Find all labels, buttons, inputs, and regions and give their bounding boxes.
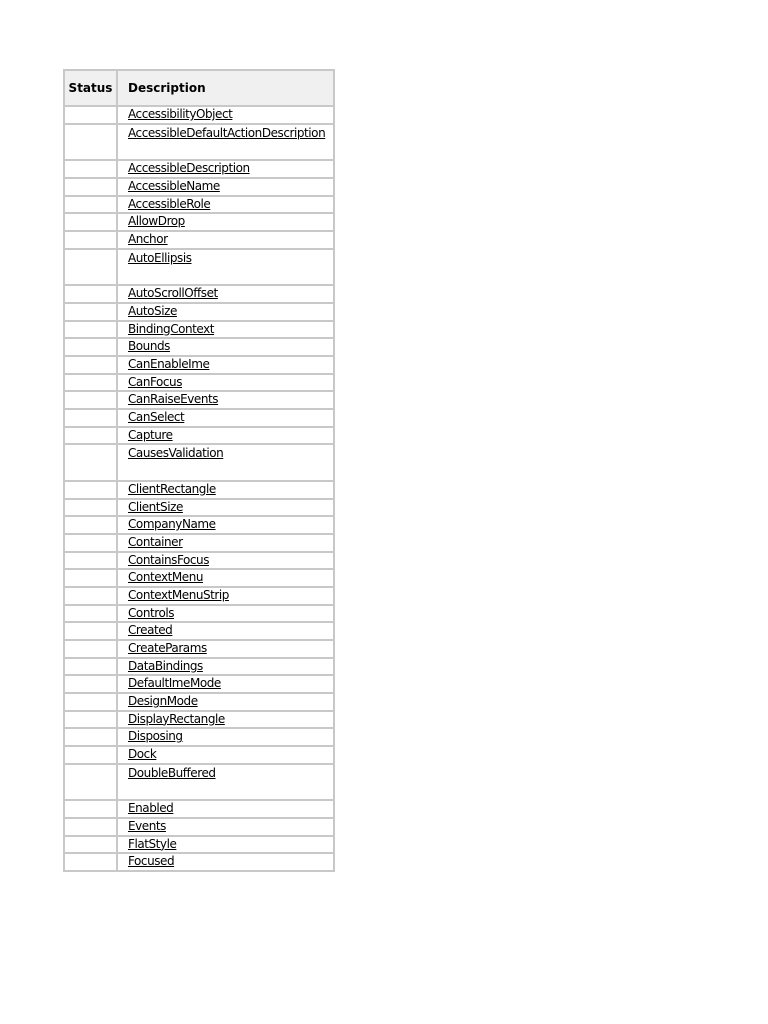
- status-cell: [64, 444, 117, 481]
- status-cell: [64, 178, 117, 196]
- status-cell: [64, 818, 117, 836]
- table-row: [64, 728, 334, 746]
- status-cell: [64, 587, 117, 605]
- property-link[interactable]: CompanyName: [128, 517, 216, 532]
- status-cell: [64, 605, 117, 623]
- table-row: [64, 658, 334, 676]
- description-column-header: Description: [117, 70, 334, 106]
- description-cell: [117, 569, 334, 587]
- description-cell: [117, 622, 334, 640]
- status-cell: [64, 231, 117, 249]
- description-cell: [117, 106, 334, 124]
- property-link[interactable]: AutoEllipsis: [128, 250, 192, 265]
- description-cell: [117, 605, 334, 623]
- table-row: [64, 499, 334, 517]
- description-cell: [117, 658, 334, 676]
- property-link[interactable]: AccessibleName: [128, 178, 220, 193]
- description-cell: [117, 675, 334, 693]
- property-link[interactable]: ContainsFocus: [128, 552, 209, 567]
- property-link[interactable]: Bounds: [128, 339, 170, 354]
- description-cell: [117, 728, 334, 746]
- table-row: [64, 587, 334, 605]
- table-row: [64, 391, 334, 409]
- status-cell: [64, 285, 117, 303]
- description-cell: [117, 160, 334, 178]
- description-cell: [117, 764, 334, 801]
- property-link[interactable]: AllowDrop: [128, 214, 185, 229]
- status-cell: [64, 124, 117, 161]
- table-row: [64, 640, 334, 658]
- table-row: [64, 338, 334, 356]
- status-cell: [64, 481, 117, 499]
- property-link[interactable]: AutoScrollOffset: [128, 286, 218, 301]
- property-link[interactable]: Created: [128, 623, 173, 638]
- status-cell: [64, 746, 117, 764]
- property-link[interactable]: Capture: [128, 427, 173, 442]
- property-link[interactable]: CausesValidation: [128, 446, 224, 461]
- table-row: [64, 374, 334, 392]
- table-row: [64, 231, 334, 249]
- table-row: [64, 800, 334, 818]
- description-cell: [117, 196, 334, 214]
- description-cell: [117, 285, 334, 303]
- property-link[interactable]: Container: [128, 534, 183, 549]
- status-cell: [64, 499, 117, 517]
- table-header-row: [64, 70, 334, 106]
- status-column-header: Status: [64, 70, 117, 106]
- property-link[interactable]: AccessibilityObject: [128, 107, 233, 121]
- property-link[interactable]: AccessibleDefaultActionDescription: [128, 125, 326, 140]
- description-cell: [117, 640, 334, 658]
- table-row: [64, 196, 334, 214]
- description-cell: [117, 587, 334, 605]
- property-link[interactable]: ContextMenu: [128, 570, 204, 585]
- status-cell: [64, 249, 117, 286]
- status-cell: [64, 409, 117, 427]
- table-row: [64, 249, 334, 286]
- description-cell: [117, 836, 334, 854]
- property-link[interactable]: Focused: [128, 854, 175, 869]
- description-cell: [117, 499, 334, 517]
- description-cell: [117, 409, 334, 427]
- description-cell: [117, 231, 334, 249]
- table-row: [64, 356, 334, 374]
- property-link[interactable]: Anchor: [128, 231, 168, 246]
- status-cell: [64, 728, 117, 746]
- status-cell: [64, 552, 117, 570]
- status-cell: [64, 622, 117, 640]
- table-row: [64, 427, 334, 445]
- table-row: [64, 409, 334, 427]
- table-row: [64, 285, 334, 303]
- description-cell: [117, 552, 334, 570]
- description-cell: [117, 516, 334, 534]
- status-cell: [64, 569, 117, 587]
- description-cell: [117, 800, 334, 818]
- table-row: [64, 605, 334, 623]
- property-link[interactable]: CanFocus: [128, 374, 183, 389]
- property-link[interactable]: Dock: [128, 747, 157, 762]
- table-body: [64, 106, 334, 871]
- table-row: [64, 711, 334, 729]
- description-cell: [117, 711, 334, 729]
- property-link[interactable]: CreateParams: [128, 641, 207, 655]
- table-row: [64, 516, 334, 534]
- status-cell: [64, 196, 117, 214]
- description-cell: [117, 427, 334, 445]
- property-link[interactable]: ContextMenuStrip: [128, 587, 229, 602]
- status-cell: [64, 853, 117, 871]
- table-row: [64, 746, 334, 764]
- description-cell: [117, 249, 334, 286]
- description-cell: [117, 746, 334, 764]
- description-cell: [117, 374, 334, 392]
- table-row: [64, 693, 334, 711]
- status-cell: [64, 303, 117, 321]
- property-link[interactable]: CanRaiseEvents: [128, 392, 219, 407]
- property-link[interactable]: CanSelect: [128, 409, 185, 424]
- table-row: [64, 178, 334, 196]
- status-cell: [64, 658, 117, 676]
- property-link[interactable]: DoubleBuffered: [128, 765, 216, 780]
- property-link[interactable]: Enabled: [128, 801, 174, 816]
- status-cell: [64, 516, 117, 534]
- status-cell: [64, 711, 117, 729]
- description-cell: [117, 818, 334, 836]
- property-link[interactable]: DataBindings: [128, 658, 203, 673]
- description-cell: [117, 124, 334, 161]
- description-cell: [117, 338, 334, 356]
- property-link[interactable]: ClientSize: [128, 499, 183, 514]
- table-row: [64, 303, 334, 321]
- property-link[interactable]: BindingContext: [128, 321, 215, 336]
- description-cell: [117, 693, 334, 711]
- table-row: [64, 569, 334, 587]
- status-cell: [64, 534, 117, 552]
- description-cell: [117, 391, 334, 409]
- property-link[interactable]: AutoSize: [128, 303, 177, 318]
- status-cell: [64, 675, 117, 693]
- table-row: [64, 764, 334, 801]
- description-cell: [117, 303, 334, 321]
- property-link[interactable]: DefaultImeMode: [128, 676, 221, 691]
- status-cell: [64, 693, 117, 711]
- table-row: [64, 818, 334, 836]
- property-link[interactable]: AccessibleRole: [128, 196, 211, 211]
- status-cell: [64, 160, 117, 178]
- table-row: [64, 675, 334, 693]
- property-link[interactable]: ClientRectangle: [128, 481, 216, 496]
- table-row: [64, 321, 334, 339]
- status-cell: [64, 836, 117, 854]
- table-row: [64, 106, 334, 124]
- status-cell: [64, 356, 117, 374]
- status-cell: [64, 764, 117, 801]
- table-row: [64, 444, 334, 481]
- table-row: [64, 534, 334, 552]
- status-cell: [64, 800, 117, 818]
- status-cell: [64, 427, 117, 445]
- description-cell: [117, 444, 334, 481]
- property-link[interactable]: Events: [128, 819, 166, 833]
- property-link[interactable]: DisplayRectangle: [128, 711, 225, 726]
- table-row: [64, 213, 334, 231]
- property-link[interactable]: Controls: [128, 605, 175, 620]
- status-cell: [64, 213, 117, 231]
- property-link[interactable]: DesignMode: [128, 694, 198, 709]
- table-row: [64, 622, 334, 640]
- description-cell: [117, 213, 334, 231]
- status-cell: [64, 321, 117, 339]
- table-row: [64, 160, 334, 178]
- property-link[interactable]: Disposing: [128, 729, 183, 744]
- description-cell: [117, 534, 334, 552]
- status-cell: [64, 106, 117, 124]
- table-row: [64, 552, 334, 570]
- description-cell: [117, 178, 334, 196]
- table-row: [64, 853, 334, 871]
- property-status-table: [63, 69, 335, 872]
- status-cell: [64, 391, 117, 409]
- description-cell: [117, 853, 334, 871]
- property-link[interactable]: CanEnableIme: [128, 356, 210, 371]
- table-row: [64, 481, 334, 499]
- description-cell: [117, 481, 334, 499]
- description-cell: [117, 356, 334, 374]
- status-cell: [64, 338, 117, 356]
- table-row: [64, 124, 334, 161]
- status-cell: [64, 374, 117, 392]
- property-link[interactable]: FlatStyle: [128, 836, 177, 851]
- table-row: [64, 836, 334, 854]
- description-cell: [117, 321, 334, 339]
- property-link[interactable]: AccessibleDescription: [128, 161, 250, 176]
- status-cell: [64, 640, 117, 658]
